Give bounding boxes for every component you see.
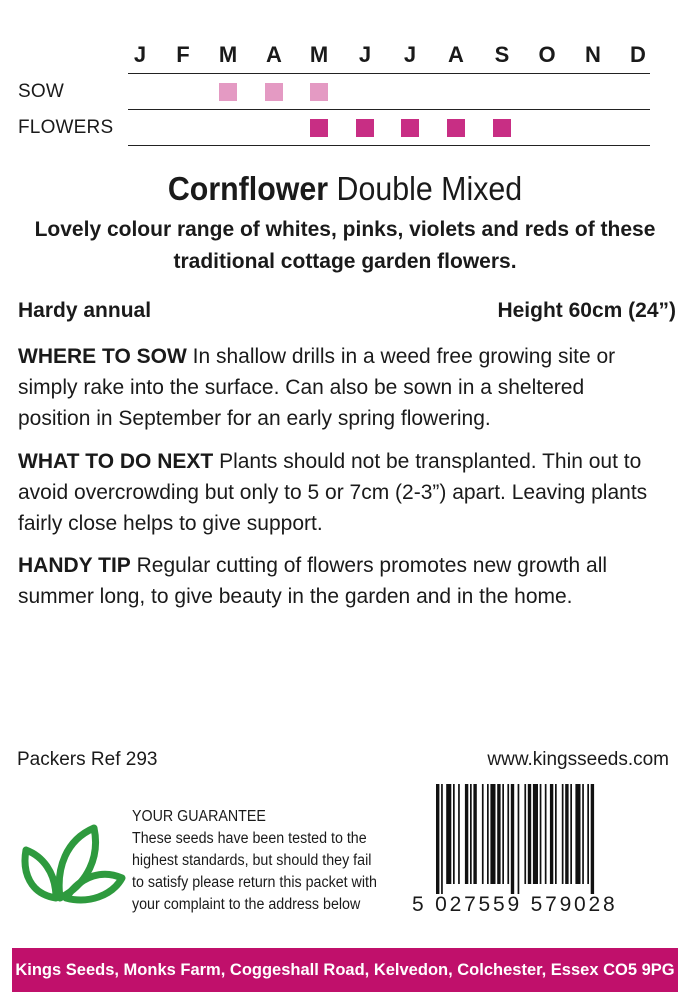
section-text: summer long, to give beauty in the garden and in the home. xyxy=(18,585,573,608)
month-label: J xyxy=(403,42,417,67)
month-label: M xyxy=(309,42,329,67)
flower-month-mark xyxy=(356,119,374,137)
what-to-do-next-section xyxy=(18,446,683,539)
product-name: Cornflower xyxy=(167,170,329,207)
section-text: Plants should not be transplanted. Thin out to xyxy=(219,450,642,473)
barcode-digits: 5 027559 579028 xyxy=(412,893,618,916)
month-label: M xyxy=(218,42,238,67)
leaf-logo-icon xyxy=(16,820,128,904)
product-description xyxy=(20,214,670,278)
section-text: simply rake into the surface. Can also be sown in a sheltered xyxy=(18,376,585,399)
description-line: Lovely colour range of whites, pinks, violets and reds of these xyxy=(34,218,656,241)
flower-month-mark xyxy=(401,119,419,137)
section-text: In shallow drills in a weed free growing site or xyxy=(192,345,616,368)
guarantee-line: to satisfy please return this packet with xyxy=(132,874,377,891)
product-variety: Double Mixed xyxy=(336,170,523,207)
month-label: N xyxy=(585,42,601,67)
section-text: avoid overcrowding but only to 5 or 7cm (2-3”) apart. Leaving plants xyxy=(18,481,648,504)
month-label: A xyxy=(448,42,464,67)
month-label: O xyxy=(538,42,556,67)
company-address: Kings Seeds, Monks Farm, Coggeshall Road, Kelvedon, Colchester, Essex CO5 9PG xyxy=(15,961,675,979)
section-text: fairly close helps to give support. xyxy=(18,512,323,535)
handy-tip-section xyxy=(18,550,683,612)
month-label: S xyxy=(494,42,510,67)
flower-month-mark xyxy=(447,119,465,137)
plant-height: Height 60cm (24”) xyxy=(497,299,676,322)
where-to-sow-section xyxy=(18,341,683,434)
section-heading: HANDY TIP xyxy=(18,554,131,577)
section-text: Regular cutting of flowers promotes new growth all xyxy=(136,554,608,577)
calendar-divider xyxy=(128,73,650,74)
website-link[interactable]: www.kingsseeds.com xyxy=(487,749,669,770)
month-label: D xyxy=(630,42,646,67)
flowers-row-label: FLOWERS xyxy=(18,117,114,138)
packers-ref: Packers Ref 293 xyxy=(17,749,158,770)
month-label: F xyxy=(176,42,190,67)
flower-month-mark xyxy=(493,119,511,137)
sow-month-mark xyxy=(219,83,237,101)
section-heading: WHAT TO DO NEXT xyxy=(18,450,214,473)
guarantee-line: highest standards, but should they fail xyxy=(132,852,372,869)
barcode-icon xyxy=(436,784,662,894)
footer-bar xyxy=(12,948,678,992)
guarantee-line: your complaint to the address below xyxy=(132,896,361,913)
sow-row-label: SOW xyxy=(18,81,64,102)
guarantee-heading: YOUR GUARANTEE xyxy=(132,808,266,825)
flower-month-mark xyxy=(310,119,328,137)
section-heading: WHERE TO SOW xyxy=(18,345,187,368)
month-label: A xyxy=(266,42,282,67)
guarantee-line: These seeds have been tested to the xyxy=(132,830,367,847)
calendar-divider xyxy=(128,109,650,110)
sow-month-mark xyxy=(310,83,328,101)
month-label: J xyxy=(133,42,147,67)
plant-type: Hardy annual xyxy=(18,299,152,322)
calendar-divider xyxy=(128,145,650,146)
section-text: position in September for an early spring flowering. xyxy=(18,407,491,430)
product-title xyxy=(28,170,663,208)
month-header xyxy=(0,42,690,70)
guarantee-text xyxy=(132,806,399,916)
description-line: traditional cottage garden flowers. xyxy=(173,250,517,273)
month-label: J xyxy=(358,42,372,67)
sow-month-mark xyxy=(265,83,283,101)
